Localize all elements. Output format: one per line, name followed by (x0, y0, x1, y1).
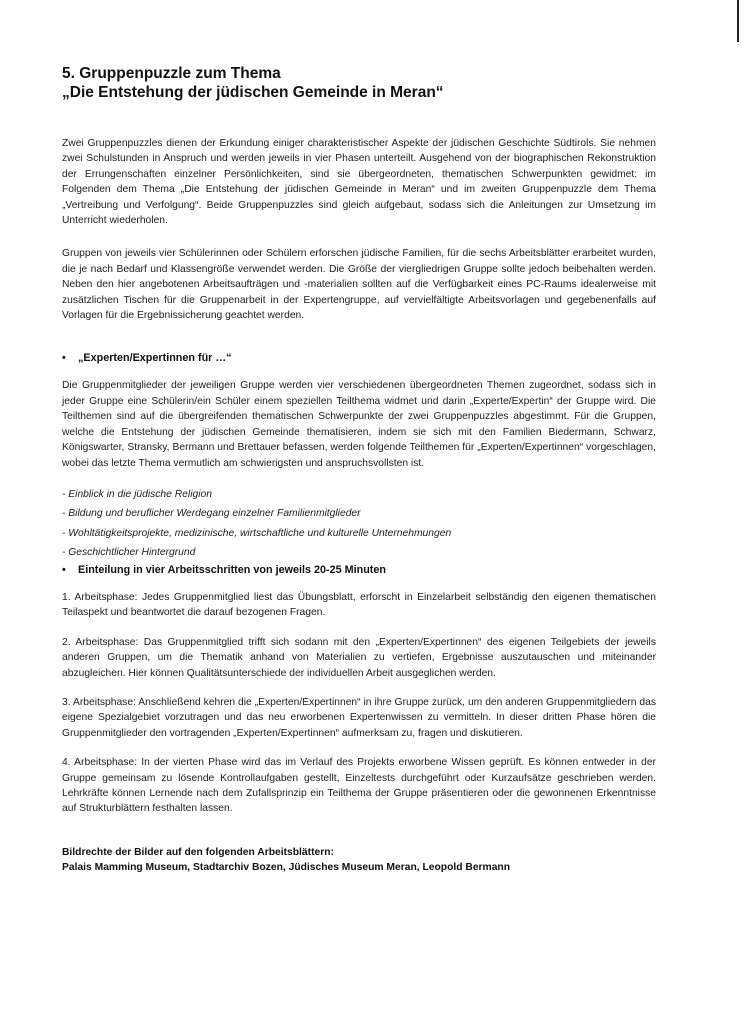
section-subtitle: „Die Entstehung der jüdischen Gemeinde in Meran“ (62, 84, 444, 101)
experts-heading (62, 351, 656, 366)
credits-sources: Palais Mamming Museum, Stadtarchiv Bozen, Jüdisches Museum Meran, Leopold Bermann (62, 861, 511, 873)
phase-2-paragraph: 2. Arbeitsphase: Das Gruppenmitglied trifft sich sodann mit den „Experten/Expertinnen“ des eigenen Teilgebiets der jeweils anderen Gruppen, um die Thematik anhand von Materialien zu vertiefen, Ergebnisse auszutauschen und miteinander abzugleichen. Hier können Qualitätsunterschiede der individuellen Arbeit ausgeglichen werden. (62, 636, 656, 679)
experts-heading-text: „Experten/Expertinnen für …“ (78, 352, 232, 365)
image-credits (62, 845, 656, 875)
topic-item: - Einblick in die jüdische Religion (62, 488, 212, 500)
topics-list (62, 485, 656, 563)
intro-paragraph-1: Zwei Gruppenpuzzles dienen der Erkundung einiger charakteristischer Aspekte der jüdischen Geschichte Südtirols. Sie nehmen zwei Schulstunden in Anspruch und werden jeweils in vier Phasen unterteilt. Ausgehend von der biographischen Rekonstruktion der Errungenschaften einzelner Persönlichkeiten, sind sie übergeordneten, thematischen Schwerpunkten gewidmet: im Folgenden dem Thema „Die Entstehung der jüdischen Gemeinde in Meran“ und im zweiten Gruppenpuzzle dem Thema „Vertreibung und Verfolgung“. Beide Gruppenpuzzles sind gleich aufgebaut, sodass sich die Anleitungen zur Umsetzung im Unterricht wiederholen. (62, 138, 656, 227)
phase-3-paragraph: 3. Arbeitsphase: Anschließend kehren die „Experten/Expertinnen“ in ihre Gruppe zurück, um den anderen Gruppenmitgliedern das eigene Spezialgebiet vorzutragen und das neu erworbenen Expertenwissen zu vermitteln. In dieser dritten Phase hören die Gruppenmitglieder den vortragenden „Experten/Expertinnen“ aufmerksam zu, fragen und diskutieren. (62, 696, 656, 739)
document-body (62, 64, 656, 875)
title-block (62, 64, 656, 102)
phase-4-paragraph: 4. Arbeitsphase: In der vierten Phase wird das im Verlauf des Projekts erworbene Wissen geprüft. Es können entweder in der Gruppe gemeinsam zu lösende Kontrollaufgaben gestellt, Einzeltests durchgeführt oder Kurzaufsätze geschrieben werden. Lehrkräfte können Lernende nach dem Zufallsprinzip ein Teilthema der Gruppe präsentieren oder die gewonnenen Erkenntnisse auf Strukturblättern festhalten lassen. (62, 757, 656, 815)
page-edge-mark (737, 0, 739, 42)
credits-heading: Bildrechte der Bilder auf den folgenden Arbeitsblättern: (62, 846, 334, 858)
bullet-icon: • (62, 563, 66, 576)
phases-heading (62, 563, 656, 578)
intro-paragraph-2: Gruppen von jeweils vier Schülerinnen oder Schülern erforschen jüdische Familien, für die sechs Arbeitsblätter erarbeitet wurden, die je nach Bedarf und Klassengröße verwendet werden. Die Größe der viergliedrigen Gruppe sollte jedoch beibehalten werden. Neben den hier angebotenen Arbeitsaufträgen und -materialien sollten auf die Verfügbarkeit eines PC-Raums idealerweise mit zusätzlichen Tischen für die Gruppenarbeit in der Expertengruppe, auf vervielfältigte Arbeitsvorlagen und gegebenenfalls auf Vorlagen für die Ergebnissicherung geachtet werden. (62, 248, 656, 322)
topic-item: - Wohltätigkeitsprojekte, medizinische, wirtschaftliche und kulturelle Unternehmungen (62, 527, 452, 539)
bullet-icon: • (62, 352, 66, 365)
topic-item: - Geschichtlicher Hintergrund (62, 547, 196, 559)
phase-1-paragraph: 1. Arbeitsphase: Jedes Gruppenmitglied liest das Übungsblatt, erforscht in Einzelarbeit selbständig den eigenen thematischen Teilaspekt und beantwortet die darauf bezogenen Fragen. (62, 591, 656, 619)
section-title: 5. Gruppenpuzzle zum Thema (62, 65, 281, 82)
phases-heading-text: Einteilung in vier Arbeitsschritten von jeweils 20-25 Minuten (78, 563, 386, 576)
experts-paragraph: Die Gruppenmitglieder der jeweiligen Gruppe werden vier verschiedenen übergeordneten Themen zugeordnet, sodass sich in jeder Gruppe eine Schülerin/ein Schüler einem speziellen Teilthema widmet und darin „Experte/Expertin“ der Gruppe wird. Die Teilthemen sind auf die übergreifenden thematischen Schwerpunkte der zwei Gruppenpuzzles abgestimmt. Für die Gruppen, welche die Entstehung der jüdischen Gemeinde thematisieren, indem sie sich mit den Familien Biedermann, Schwarz, Königswarter, Stransky, Bermann und Brettauer befassen, werden folgende Teilthemen für „Experten/Expertinnen“ vorgeschlagen, wobei das letzte Thema vermutlich am schwierigsten und anspruchsvollsten ist. (62, 380, 656, 469)
topic-item: - Bildung und beruflicher Werdegang einzelner Familienmitglieder (62, 508, 361, 520)
